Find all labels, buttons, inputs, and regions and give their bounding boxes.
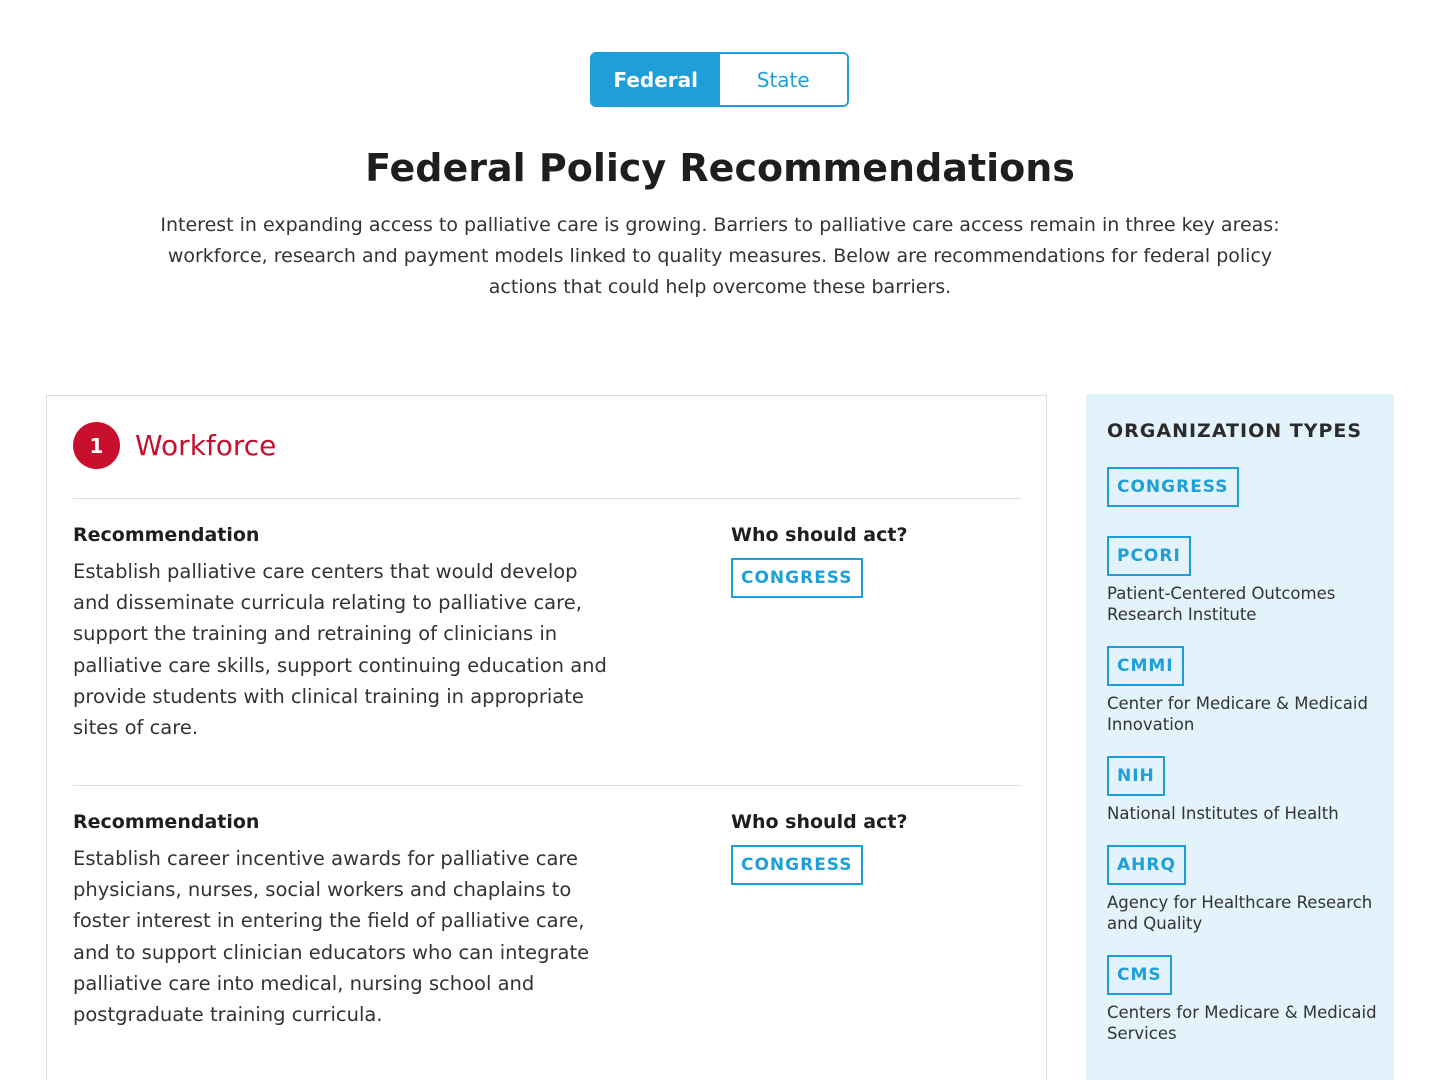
org-tag-cms[interactable]: CMS xyxy=(1107,955,1172,995)
who-should-act-label: Who should act? xyxy=(731,811,908,833)
intro-paragraph: Interest in expanding access to palliative care is growing. Barriers to palliative care access remain in three key areas: workforce, research and payment models linked to quality measures. Below are recommendations for federal policy actions that could help overcome these barriers. xyxy=(160,214,1280,298)
org-description: Center for Medicare & Medicaid Innovation xyxy=(1107,694,1368,734)
org-tag-ahrq[interactable]: AHRQ xyxy=(1107,845,1186,885)
sidebar-title: ORGANIZATION TYPES xyxy=(1107,420,1363,442)
org-description: National Institutes of Health xyxy=(1107,804,1339,823)
org-tag-cmmi[interactable]: CMMI xyxy=(1107,646,1184,686)
recommendation-text: Establish career incentive awards for palliative care physicians, nurses, social workers and chaplains to foster interest in entering the field of palliative care, and to support clinician educators who can integrate palliative care into medical, nursing school and postgraduate training curricula. xyxy=(73,847,590,1027)
org-cmmi xyxy=(1107,646,1377,735)
jurisdiction-toggle xyxy=(590,52,849,107)
section-number-badge: 1 xyxy=(73,422,120,469)
org-cms xyxy=(1107,955,1377,1044)
section-header xyxy=(73,422,276,469)
org-description: Agency for Healthcare Research and Quality xyxy=(1107,893,1373,933)
who-should-act-label: Who should act? xyxy=(731,524,908,546)
org-tag-congress[interactable]: CONGRESS xyxy=(1107,467,1239,507)
actor-tag-congress[interactable]: CONGRESS xyxy=(731,845,863,885)
org-nih xyxy=(1107,756,1377,824)
org-ahrq xyxy=(1107,845,1377,934)
federal-toggle-button[interactable]: Federal xyxy=(592,54,720,105)
page-title: Federal Policy Recommendations xyxy=(365,146,1075,190)
org-congress xyxy=(1107,467,1377,507)
divider xyxy=(73,498,1021,499)
workforce-card xyxy=(46,395,1047,1080)
org-description: Patient-Centered Outcomes Research Institute xyxy=(1107,584,1336,624)
recommendation-label: Recommendation xyxy=(73,524,260,546)
divider xyxy=(73,785,1021,786)
org-description: Centers for Medicare & Medicaid Services xyxy=(1107,1003,1377,1043)
org-tag-nih[interactable]: NIH xyxy=(1107,756,1165,796)
recommendation-text: Establish palliative care centers that would develop and disseminate curricula relating to palliative care, support the training and retraining of clinicians in palliative care skills, support continuing education and provide students with clinical training in appropriate sites of care. xyxy=(73,560,607,740)
section-title: Workforce xyxy=(135,429,277,462)
organization-types-sidebar xyxy=(1086,394,1394,1080)
recommendation-label: Recommendation xyxy=(73,811,260,833)
org-pcori xyxy=(1107,536,1377,625)
org-tag-pcori[interactable]: PCORI xyxy=(1107,536,1191,576)
state-toggle-button[interactable]: State xyxy=(720,54,848,105)
actor-tag-congress[interactable]: CONGRESS xyxy=(731,558,863,598)
